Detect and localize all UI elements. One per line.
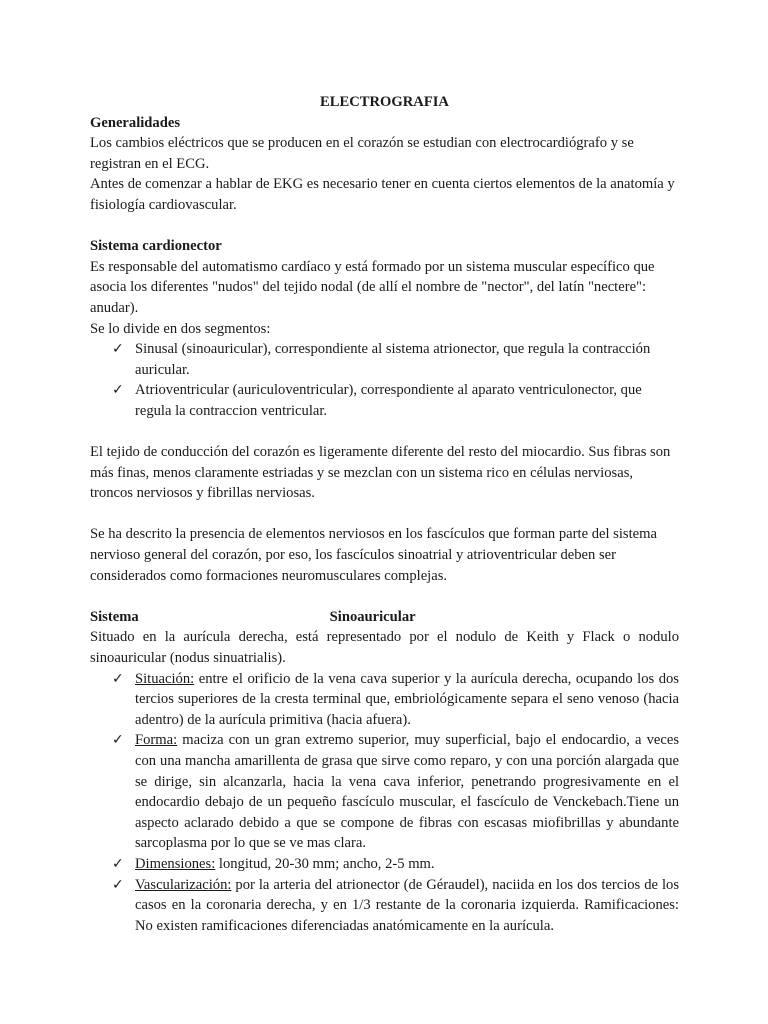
list-item-text: Atrioventricular (auriculoventricular), correspondiente al aparato ventriculonector, que regula la contraccion ventricular. — [135, 382, 642, 419]
item-text: longitud, 20-30 mm; ancho, 2-5 mm. — [215, 855, 435, 872]
sinoauricular-list — [90, 669, 679, 937]
list-item — [90, 730, 679, 854]
checkmark-icon: ✓ — [112, 732, 124, 749]
checkmark-icon: ✓ — [112, 670, 124, 687]
checkmark-icon: ✓ — [112, 341, 124, 358]
item-label: Dimensiones: — [135, 855, 216, 872]
heading-left: Sistema — [90, 608, 139, 625]
document-title: ELECTROGRAFIA — [320, 94, 449, 110]
spacer — [90, 504, 679, 525]
item-label: Vascularización: — [135, 876, 232, 893]
paragraph: Antes de comenzar a hablar de EKG es necesario tener en cuenta ciertos elementos de la anatomía y fisiología cardiovascular. — [90, 176, 675, 213]
heading-generalidades: Generalidades — [90, 114, 180, 131]
item-text: maciza con un gran extremo superior, muy superficial, bajo el endocardio, a veces con una mancha amarillenta de grasa que sirve como reparo, y con una porción alargada que se dirige, sin alcanzarla, hacia la vena cava inferior, penetrando progresivamente en el endocardio debajo de un pequeño fascículo muscular, el fascículo de Venckebach.Tiene un aspecto aclarado debido a que se compone de fibras con escasas miofibrillas y abundante sarcoplasma por lo que se ve mas clara. — [135, 732, 679, 852]
document-body — [90, 92, 679, 936]
list-item — [90, 854, 679, 875]
paragraph: Se ha descrito la presencia de elementos nerviosos en los fascículos que forman parte del sistema nervioso general del corazón, por eso, los fascículos sinoatrial y atrioventricular deben ser considerados como formaciones neuromusculares complejas. — [90, 526, 657, 584]
heading-sistema-sinoauricular — [90, 607, 679, 628]
spacer — [90, 422, 679, 443]
paragraph: El tejido de conducción del corazón es ligeramente diferente del resto del miocardio. Sus fibras son más finas, menos claramente estriadas y se mezclan con un sistema rico en células nerviosas, troncos nerviosos y fibrillas nerviosas. — [90, 444, 671, 502]
list-item — [90, 380, 679, 421]
spacer — [90, 586, 679, 607]
checkmark-icon: ✓ — [112, 382, 124, 399]
item-label: Forma: — [135, 732, 178, 749]
list-item — [90, 875, 679, 937]
checkmark-icon: ✓ — [112, 855, 124, 872]
paragraph: Situado en la aurícula derecha, está representado por el nodulo de Keith y Flack o nodulo sinoauricular (nodus sinuatrialis). — [90, 629, 679, 667]
list-item — [90, 339, 679, 380]
item-text: por la arteria del atrionector (de Géraudel), naciida en los dos tercios de los casos en la coronaria derecha, y en 1/3 restante de la coronaria izquierda. Ramificaciones: No existen ramificaciones diferenciadas anatómicamente en la aurícula. — [135, 876, 679, 934]
paragraph: Se lo divide en dos segmentos: — [90, 320, 271, 337]
heading-right: Sinoauricular — [329, 608, 416, 625]
checkmark-icon: ✓ — [112, 876, 124, 893]
item-text: entre el orificio de la vena cava superior y la aurícula derecha, ocupando los dos tercios superiores de la cresta terminal que, embriológicamente separa el seno venoso (hacia adentro) de la aurícula primitiva (hacia afuera). — [135, 670, 679, 728]
segments-list — [90, 339, 679, 421]
list-item-text: Sinusal (sinoauricular), correspondiente al sistema atrionector, que regula la contracción auricular. — [135, 341, 651, 378]
list-item — [90, 669, 679, 731]
spacer — [90, 216, 679, 237]
heading-sistema-cardionector: Sistema cardionector — [90, 238, 222, 255]
paragraph: Es responsable del automatismo cardíaco y está formado por un sistema muscular específico que asocia los diferentes "nudos" del tejido nodal (de allí el nombre de "nector", del latín "nectere": anudar). — [90, 258, 655, 316]
paragraph: Los cambios eléctricos que se producen en el corazón se estudian con electrocardiógrafo y se registran en el ECG. — [90, 135, 634, 172]
item-label: Situación: — [135, 670, 195, 687]
